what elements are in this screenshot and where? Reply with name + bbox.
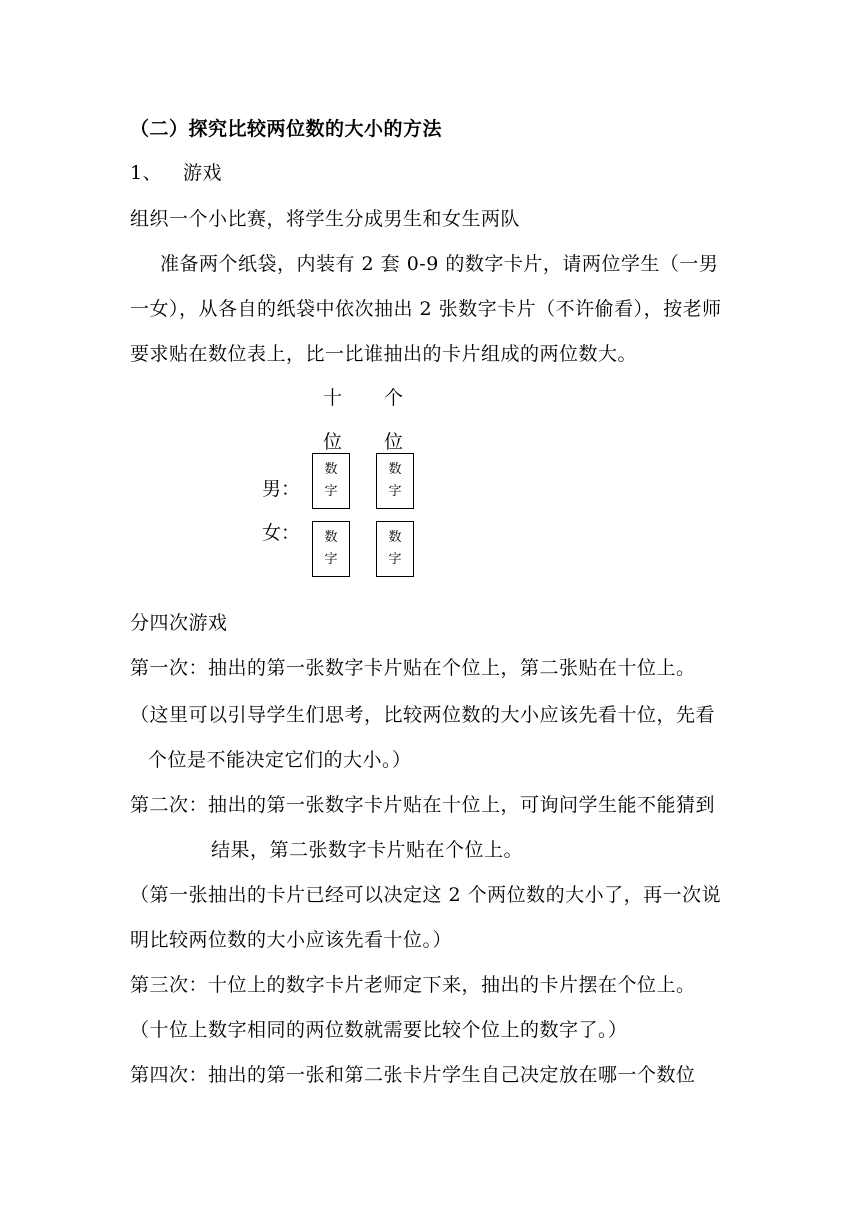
round-3: 第三次：十位上的数字卡片老师定下来，抽出的卡片摆在个位上。 [130, 974, 696, 996]
card-text: 数 [388, 462, 402, 477]
note-1-line: （这里可以引导学生们思考，比较两位数的大小应该先看十位，先看 [130, 704, 716, 726]
digit-card [312, 453, 350, 509]
card-text: 数 [324, 530, 338, 545]
card-text: 字 [388, 484, 402, 499]
boy-label: 男： [262, 478, 301, 500]
card-text: 字 [324, 552, 338, 567]
card-text: 字 [388, 552, 402, 567]
tens-header-char: 十 [323, 387, 343, 409]
ones-header-char: 个 [384, 387, 404, 409]
note-3: （十位上数字相同的两位数就需要比较个位上的数字了。） [130, 1019, 628, 1041]
ones-header-char: 位 [384, 431, 404, 453]
round-1: 第一次：抽出的第一张数字卡片贴在个位上，第二张贴在十位上。 [130, 657, 696, 679]
item-title: 游戏 [183, 162, 223, 184]
tens-header-char: 位 [323, 431, 343, 453]
note-2-line: 明比较两位数的大小应该先看十位。） [130, 929, 453, 951]
round-2-line: 第二次：抽出的第一张数字卡片贴在十位上，可询问学生能不能猜到 [130, 794, 716, 816]
digit-card [376, 521, 414, 577]
round-4: 第四次：抽出的第一张和第二张卡片学生自己决定放在哪一个数位 [130, 1064, 696, 1086]
round-2-line: 结果，第二张数字卡片贴在个位上。 [211, 839, 524, 861]
digit-card [376, 453, 414, 509]
card-text: 数 [324, 462, 338, 477]
digit-card [312, 521, 350, 577]
paragraph-prepare-line: 要求贴在数位表上，比一比谁抽出的卡片组成的两位数大。 [130, 343, 638, 365]
item-number: 1、 [130, 162, 163, 184]
paragraph-prepare-line: 一女），从各自的纸袋中依次抽出 2 张数字卡片（不许偷看），按老师 [130, 298, 722, 320]
paragraph-prepare-line: 准备两个纸袋，内装有 2 套 0-9 的数字卡片，请两位学生（一男 [160, 253, 719, 275]
section-heading: （二）探究比较两位数的大小的方法 [130, 118, 443, 140]
note-1-line: 个位是不能决定它们的大小。） [148, 749, 412, 771]
note-2-line: （第一张抽出的卡片已经可以决定这 2 个两位数的大小了，再一次说 [130, 884, 722, 906]
paragraph-organize: 组织一个小比赛，将学生分成男生和女生两队 [130, 208, 521, 230]
paragraph-four-rounds: 分四次游戏 [130, 612, 228, 634]
card-text: 数 [388, 530, 402, 545]
girl-label: 女： [262, 522, 301, 544]
card-text: 字 [324, 484, 338, 499]
